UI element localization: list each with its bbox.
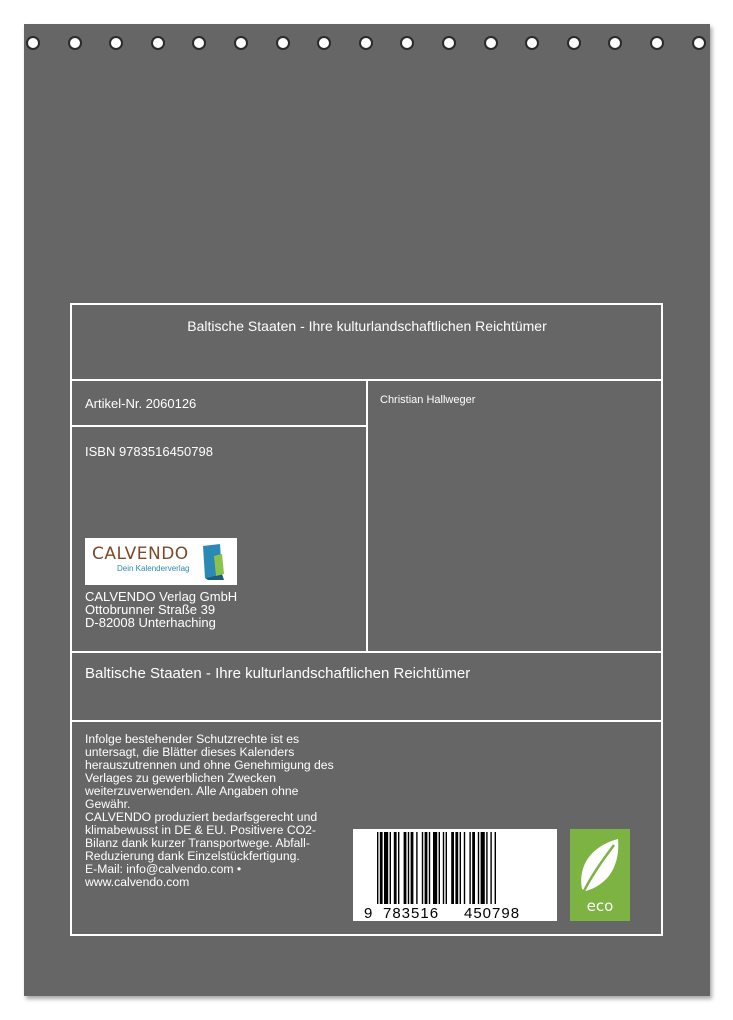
binding-hole (608, 36, 622, 50)
spiral-binding-holes (24, 36, 710, 58)
barcode-bar (486, 832, 487, 904)
legal-line: CALVENDO produziert bedarfsgerecht und (85, 810, 318, 824)
publisher-address (85, 590, 237, 629)
binding-hole (151, 36, 165, 50)
barcode-bar (472, 832, 475, 904)
eco-badge (570, 829, 630, 921)
binding-hole (692, 36, 706, 50)
barcode-bar (439, 832, 440, 904)
barcode-bar (380, 832, 383, 904)
binding-hole (650, 36, 664, 50)
legal-line: Bilanz dank kurzer Transportwege. Abfall- (85, 836, 310, 850)
binding-hole (317, 36, 331, 50)
barcode-bar (411, 832, 414, 904)
barcode-bar (495, 832, 496, 904)
barcode-bar (464, 832, 465, 904)
binding-hole (234, 36, 248, 50)
barcode-bar (460, 832, 461, 904)
article-number: Artikel-Nr. 2060126 (85, 396, 197, 411)
isbn: ISBN 9783516450798 (85, 444, 213, 459)
barcode-digits: 450798 (464, 905, 521, 922)
barcode-digit: 9 (364, 905, 373, 922)
barcode-bar (416, 832, 417, 904)
barcode-bar (422, 832, 423, 904)
publisher-name: CALVENDO Verlag GmbH (85, 589, 238, 604)
logo-tagline: Dein Kalenderverlag (117, 564, 190, 573)
binding-hole (359, 36, 373, 50)
binding-hole (400, 36, 414, 50)
publisher-street: Ottobrunner Straße 39 (85, 602, 216, 617)
divider (70, 720, 663, 722)
barcode-bar (390, 832, 391, 904)
barcode-bar (384, 832, 388, 904)
barcode-digits: 783516 (383, 905, 440, 922)
legal-line: Infolge bestehender Schutzrechte ist es (85, 732, 300, 746)
binding-hole (68, 36, 82, 50)
legal-line: herauszutrennen und ohne Genehmigung des (85, 758, 334, 772)
legal-line: Gewähr. (85, 797, 131, 811)
divider (70, 651, 663, 653)
binding-hole (26, 36, 40, 50)
legal-line: weiterzuverwenden. Alle Angaben ohne (85, 784, 299, 798)
calendar-title-repeat: Baltische Staaten - Ihre kulturlandschaftlichen Reichtümer (85, 665, 471, 682)
author-name: Christian Hallweger (380, 394, 476, 406)
binding-hole (192, 36, 206, 50)
calvendo-logo (85, 538, 237, 585)
binding-hole (276, 36, 290, 50)
barcode-bar (404, 832, 407, 904)
barcode-bar (478, 832, 479, 904)
barcode-bar (429, 832, 430, 904)
divider (70, 425, 368, 427)
divider (366, 379, 368, 652)
binding-hole (442, 36, 456, 50)
barcode-bar (481, 832, 485, 904)
barcode-bar (408, 832, 409, 904)
legal-notice (85, 733, 360, 889)
calendar-title: Baltische Staaten - Ihre kulturlandschaftlichen Reichtümer (187, 318, 547, 334)
barcode-bar (451, 832, 454, 904)
barcode-bar (394, 832, 397, 904)
barcode-bar (455, 832, 458, 904)
binding-hole (109, 36, 123, 50)
binding-hole (567, 36, 581, 50)
barcode-bar (490, 832, 491, 904)
legal-line: E-Mail: info@calvendo.com • (85, 862, 242, 876)
legal-line: klimabewusst in DE & EU. Positivere CO2- (85, 823, 316, 837)
publisher-city: D-82008 Unterhaching (85, 615, 216, 630)
isbn-barcode (353, 829, 557, 921)
barcode-bar (398, 832, 399, 904)
leaf-icon (570, 831, 630, 901)
barcode-bar (425, 832, 428, 904)
barcode-bar (469, 832, 470, 904)
barcode-bar (377, 832, 378, 904)
barcode-bar (446, 832, 447, 904)
barcode-bar (443, 832, 444, 904)
legal-line: untersagt, die Blätter dieses Kalenders (85, 745, 295, 759)
binding-hole (484, 36, 498, 50)
logo-wordmark: CALVENDO (92, 544, 189, 564)
binding-hole (525, 36, 539, 50)
eco-label: eco (586, 897, 614, 915)
legal-line: Verlages zu gewerblichen Zwecken (85, 771, 277, 785)
legal-line: Reduzierung dank Einzelstückfertigung. (85, 849, 300, 863)
legal-line: www.calvendo.com (85, 875, 190, 889)
barcode-bar (433, 832, 437, 904)
calendar-page-icon (200, 544, 226, 580)
